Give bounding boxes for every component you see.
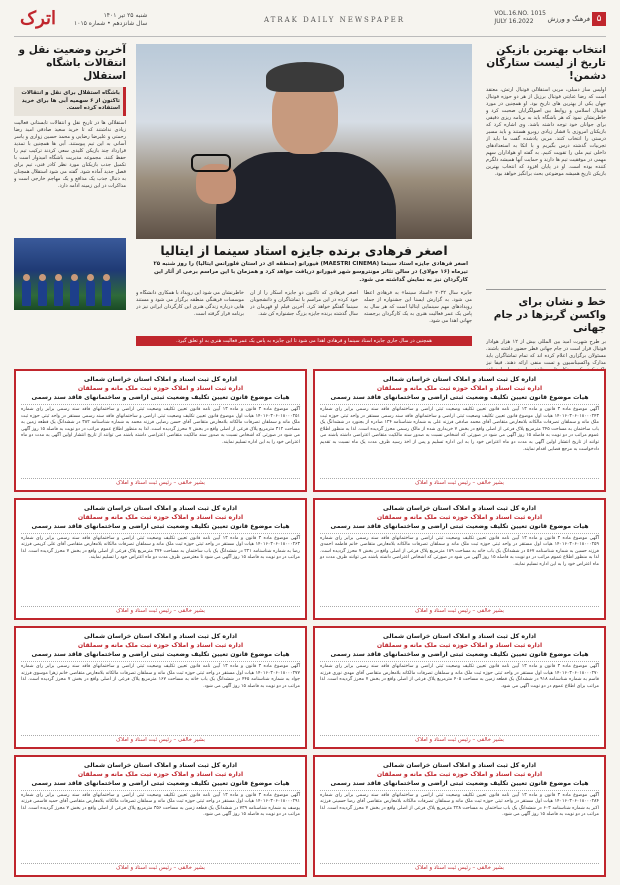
main-story [136, 44, 472, 346]
notice-signature: بشیر خالقی – رئیس ثبت اسناد و املاک [320, 606, 599, 614]
notice-org: اداره کل ثبت اسناد و املاک استان خراسان شمالی [83, 633, 238, 640]
left-title: آخرین وضعیت نقل و انتقالات باشگاه استقلال [18, 44, 126, 82]
left-lead: باشگاه استقلال برای نقل و انتقالات تاکنون از ۶ سهمیه آبی ها برای خرید استفاده کرده است. [14, 87, 126, 116]
notice-body: آگهی موضوع ماده ۳ قانون و ماده ۱۳ آیین نامه قانون تعیین تکلیف وضعیت ثبتی اراضی و ساختمانهای فاقد سند رسمی برابر رای شماره ۱۴۰۱۶۰۳۰۶۰۱۸۰۰۰۲۷۷ هیات اول مستقر در واحد ثبتی حوزه ثبت ملک ماﻧﻪ و سملقان تصرفات مالکانه بلامعارض متقاضی خانم زهرا موسوی فرزند جواد به شماره شناسنامه ۴۴۵ در ششدانگ یک باب خانه به مساحت ۱۶۷ مترمربع پلاک فرعی از اصلی واقع در بخش ۷ محرز گردیده است. لذا مراتب در دو نوبت به فاصله ۱۵ روز آگهی می شود. [21, 664, 301, 689]
notice-signature: بشیر خالقی – رئیس ثبت اسناد و املاک [21, 606, 300, 614]
main-headline: اصغر فرهادی برنده جایزه استاد سینما از ایتالیا [160, 243, 448, 258]
legal-notice [313, 498, 606, 621]
notice-board: هیات موضوع قانون تعیین تکلیف وضعیت ثبتی اراضی و ساختمانهای فاقد سند رسمی [320, 522, 599, 534]
left-body: استقلالی ها در تاریخ نقل و انتقالات تابستانی فعالیت زیادی نداشتند که تا خرید سعید صادقی امید رضا رحمتی و علیرضا رضایی و محمد حسین زواری و یاسر آسانی به این تیم پیوستند. آبی ها همچنین با تمدید قرارداد چند بازیکن کلیدی سعی کردند ترکیب تیم را حفظ کنند. مجموعه مدیریت باشگاه امیدوار است با تکمیل جذب بازیکنان مورد نظر کادر فنی، تیم برای فصل جدید آماده شود. گفته می شود استقلال همچنان به دنبال جذب یک مدافع و یک مهاجم خارجی است و مذاکرات در این زمینه ادامه دارد. [14, 119, 126, 189]
notice-signature: بشیر خالقی – رئیس ثبت اسناد و املاک [21, 735, 300, 743]
volume-info [494, 10, 546, 26]
notice-body: آگهی موضوع ماده ۳ قانون و ماده ۱۳ آیین نامه قانون تعیین تکلیف وضعیت ثبتی اراضی و ساختمانهای فاقد سند رسمی برابر رای شماره ۱۴۰۱۶۰۳۰۶۰۱۸۰۰۰۲۵۹ هیات اول مستقر در واحد ثبتی حوزه ثبت ملک ماﻧﻪ و سملقان تصرفات مالکانه بلامعارض متقاضی خانم فاطمه احمدی فرزند حسین به شماره شناسنامه ۵۶۷ در ششدانگ یک باب خانه به مساحت ۱۸۹ مترمربع پلاک فرعی از اصلی واقع در بخش ۷ محرز گردیده است. لذا به منظور اطلاع عموم مراتب در دو نوبت به فاصله ۱۵ روز آگهی می شود در صورتی که اشخاص اعتراضی داشته باشند می توانند ظرف مدت دو ماه اعتراض خود را به این اداره تسلیم نمایند. [320, 535, 600, 567]
notice-office: اداره ثبت اسناد و املاک حوزه ثبت ملک ماﻧﻪ و سملقان [376, 642, 543, 649]
notice-org: اداره کل ثبت اسناد و املاک استان خراسان شمالی [83, 761, 238, 769]
notice-org: اداره کل ثبت اسناد و املاک استان خراسان شمالی [382, 761, 537, 769]
player-figure [22, 280, 31, 306]
notice-signature: بشیر خالقی – رئیس ثبت اسناد و املاک [21, 863, 300, 871]
main-columns [136, 290, 472, 330]
legal-notice [313, 626, 606, 749]
main-col-2: اصغر فرهادی که تاکنون دو جایزه اسکار را از آن خود کرده در این مراسم با تماشاگران و دانشجویان سینما گفتگو خواهد کرد. آخرین فیلم او قهرمان در سال گذشته برنده جایزه بزرگ جشنواره کن شد. [250, 290, 358, 317]
legal-notice [313, 369, 606, 492]
notice-org: اداره کل ثبت اسناد و املاک استان خراسان شمالی [382, 376, 537, 383]
notice-signature: بشیر خالقی – رئیس ثبت اسناد و املاک [320, 478, 599, 486]
main-col-3: خاطرنشان می شود این رویداد با همکاری دانشگاه و موسسات فرهنگی منطقه برگزار می شود و مستند هایی درباره زندگی هنری این کارگردان ایرانی نیز در برنامه قرار گرفته است. [136, 290, 244, 317]
right-column [486, 44, 606, 399]
issue-info: سال شانزدهم • شماره ۱۰۱۵ [74, 20, 148, 27]
notice-org: اداره کل ثبت اسناد و املاک استان خراسان شمالی [382, 633, 537, 640]
legal-notice [14, 369, 307, 492]
story2-body: بر طرح شهرت امید بین المللی بیش از ۱۲ هزار هوادار فوتبال قرار است در جام جهانی قطر حضور داشته باشند. مسئولان برگزاری اعلام کرده اند که تمام تماشاگران باید مدارک واکسیناسیون و تست منفی ارائه دهند. فیفا نیز [486, 339, 606, 366]
glasses-icon [191, 154, 231, 172]
notice-board: هیات موضوع قانون تعیین تکلیف وضعیت ثبتی اراضی و ساختمانهای فاقد سند رسمی [21, 650, 300, 662]
red-highlight-bar: همچنین در سال جاری جایزه استاد سینما و فرهادی اهدا می شود تا این جایزه به پاس یک عمر فعالیت هنری به او تعلق گیرد. [136, 336, 472, 346]
photo-figure-body [216, 152, 396, 239]
notice-org: اداره کل ثبت اسناد و املاک استان خراسان شمالی [83, 376, 238, 383]
notice-office: اداره ثبت اسناد و املاک حوزه ثبت ملک ماﻧﻪ و سملقان [376, 513, 543, 521]
player-figure [102, 280, 111, 306]
notice-board: هیات موضوع قانون تعیین تکلیف وضعیت ثبتی اراضی و ساختمانهای فاقد سند رسمی [21, 393, 300, 405]
notice-body: آگهی موضوع ماده ۳ قانون و ماده ۱۳ آیین نامه قانون تعیین تکلیف وضعیت ثبتی اراضی و ساختمانهای فاقد سند رسمی برابر رای شماره ۱۴۰۱۶۰۳۰۶۰۱۸۰۰۰۲۸۴ هیات اول مستقر در واحد ثبتی حوزه ثبت ملک ماﻧﻪ و سملقان تصرفات مالکانه بلامعارض متقاضی آقای رضا حسینی فرزند اکبر به شماره شناسنامه ۶۰۳ در ششدانگ یک باب ساختمان به مساحت ۲۲۸ مترمربع پلاک فرعی از اصلی واقع در بخش ۷ محرز گردیده است. لذا مراتب در دو نوبت به فاصله ۱۵ روز آگهی می شود. [320, 792, 600, 818]
main-lead: اصغر فرهادی جایزه استاد سینما (MAESTRI CINEMA) فیورانو (منطقه ای در استان فلورانس ایتالیا) را روز شنبه ۲۵ تیرماه (۱۶ جولای) در سالن تئاتر مونتروسو شهر فیورانو دریافت خواهد کرد و همزمان با این مراسم برخی از آثار این کارگردان نیز به نمایش گذاشته می شود. [153, 261, 468, 283]
divider [486, 289, 606, 290]
soccer-photo [14, 238, 126, 310]
notice-body: آگهی موضوع ماده ۳ قانون و ماده ۱۳ آیین نامه قانون تعیین تکلیف وضعیت ثبتی اراضی و ساختمانهای فاقد سند رسمی برابر رای شماره ۱۴۰۱۶۰۳۰۶۰۱۸۰۰۰۲۴۳ هیات اول موضوع قانون تعیین تکلیف وضعیت ثبتی اراضی و ساختمانهای فاقد سند رسمی مستقر در واحد ثبتی حوزه ثبت ملک ماﻧﻪ و سملقان تصرفات مالکانه بلامعارض متقاضی آقای محمد صادقی فرزند علی به شماره شناسنامه ۱۲۴ صادره از بجنورد در ششدانگ یک باب ساختمان به مساحت ۲۴۵ مترمربع پلاک فرعی از اصلی واقع در بخش ۷ خریداری شده از مالک رسمی محرز گردیده است. لذا به منظور اطلاع عموم مراتب در دو نوبت به فاصله ۱۵ روز آگهی می شود در صورتی که اشخاص نسبت به صدور سند مالکیت متقاضی اعتراضی داشته باشند می توانند از تاریخ انتشار اولین آگهی به مدت دو ماه اعتراض خود را به این اداره تسلیم و پس از اخذ رسید ظرف مدت یک ماه نسبت به تقدیم دادخواست به مرجع قضایی اقدام نمایند. [320, 407, 600, 452]
photo-figure-hair [266, 62, 344, 92]
page-number: ۵ [592, 12, 606, 26]
section-label: فرهنگ و ورزش [547, 15, 590, 23]
player-figure [54, 280, 63, 306]
notice-signature: بشیر خالقی – رئیس ثبت اسناد و املاک [320, 863, 599, 871]
notice-body: آگهی موضوع ماده ۳ قانون و ماده ۱۳ آیین نامه قانون تعیین تکلیف وضعیت ثبتی اراضی و ساختمانهای فاقد سند رسمی برابر رای شماره ۱۴۰۱۶۰۳۰۶۰۱۸۰۰۰۲۵۱ هیات اول موضوع قانون تعیین تکلیف وضعیت ثبتی اراضی و ساختمانهای فاقد سند رسمی مستقر در واحد ثبتی حوزه ثبت ملک ماﻧﻪ و سملقان تصرفات مالکانه بلامعارض متقاضی آقای حسن رضایی فرزند محمد به شماره شناسنامه ۳۸۲ در ششدانگ یک قطعه زمین به مساحت ۳۱۲ مترمربع پلاک فرعی از اصلی واقع در بخش ۷ محرز گردیده است. لذا به منظور اطلاع عموم مراتب در دو نوبت به فاصله ۱۵ روز آگهی می شود در صورتی که اشخاص نسبت به صدور سند مالکیت متقاضی اعتراضی داشته باشند می توانند از تاریخ انتشار اولین آگهی به مدت دو ماه اعتراض خود را به این اداره تسلیم نمایند. [21, 407, 301, 445]
main-col-1: جایزه سال ۲۰۲۲ «استاد سینما» به فرهادی اعطا می شود. به گزارش ایسنا این جشنواره از جمله رویدادهای مهم سینمایی ایتالیا است که هر سال به پاس یک عمر فعالیت هنری به یک کارگردان برجسته جهانی اهدا می شود. [364, 290, 472, 324]
notice-org: اداره کل ثبت اسناد و املاک استان خراسان شمالی [83, 504, 238, 512]
volume-number: VOL.16.NO. 1015 [494, 10, 546, 17]
notice-board: هیات موضوع قانون تعیین تکلیف وضعیت ثبتی اراضی و ساختمانهای فاقد سند رسمی [21, 779, 300, 791]
notice-body: آگهی موضوع ماده ۳ قانون و ماده ۱۳ آیین نامه قانون تعیین تکلیف وضعیت ثبتی اراضی و ساختمانهای فاقد سند رسمی برابر رای شماره ۱۴۰۱۶۰۳۰۶۰۱۸۰۰۰۲۷۰ هیات اول مستقر در واحد ثبتی حوزه ثبت ملک ماﻧﻪ و سملقان تصرفات مالکانه بلامعارض متقاضی آقای مهدی نوری فرزند قاسم به شماره شناسنامه ۹۱۸ در ششدانگ یک قطعه زمین به مساحت ۴۰۵ مترمربع پلاک فرعی از اصلی واقع در بخش ۷ محرز گردیده است. لذا مراتب برای اطلاع عموم در دو نوبت آگهی می شود. [320, 664, 600, 689]
left-column [14, 44, 126, 310]
notice-signature: بشیر خالقی – رئیس ثبت اسناد و املاک [21, 478, 300, 486]
notice-board: هیات موضوع قانون تعیین تکلیف وضعیت ثبتی اراضی و ساختمانهای فاقد سند رسمی [21, 522, 300, 534]
legal-notice [14, 626, 307, 749]
notice-body: آگهی موضوع ماده ۳ قانون و ماده ۱۳ آیین نامه قانون تعیین تکلیف وضعیت ثبتی اراضی و ساختمانهای فاقد سند رسمی برابر رای شماره ۱۴۰۱۶۰۳۰۶۰۱۸۰۰۰۲۹۱ هیات اول مستقر در واحد ثبتی حوزه ثبت ملک ماﻧﻪ و سملقان تصرفات مالکانه بلامعارض متقاضی آقای حمید قاسمی فرزند یوسف به شماره شناسنامه ۷۳۹ در ششدانگ یک قطعه زمین به مساحت ۳۵۶ مترمربع پلاک فرعی از اصلی واقع در بخش ۷ محرز گردیده است. لذا مراتب در دو نوبت به فاصله ۱۵ روز آگهی می شود. [21, 792, 301, 818]
story1-title: انتخاب بهترین بازیکن تاریخ از لیست ستارگان دشمن! [486, 44, 606, 82]
notice-office: اداره ثبت اسناد و املاک حوزه ثبت ملک ماﻧﻪ و سملقان [77, 513, 244, 521]
player-figure [38, 280, 47, 306]
notice-office: اداره ثبت اسناد و املاک حوزه ثبت ملک ماﻧﻪ و سملقان [77, 385, 244, 392]
notice-office: اداره ثبت اسناد و املاک حوزه ثبت ملک ماﻧﻪ و سملقان [77, 770, 244, 778]
newspaper-logo: اترک [20, 8, 57, 29]
player-figure [86, 280, 95, 306]
notice-office: اداره ثبت اسناد و املاک حوزه ثبت ملک ماﻧﻪ و سملقان [376, 385, 543, 392]
director-photo [136, 44, 472, 239]
story2-title: خط و نشان برای واکسن گریزها در جام جهانی [493, 296, 606, 334]
date-english: JULY 16.2022 [494, 18, 534, 25]
story1-body: اولیس ساز دمبلی، مربی استقلالی فوتبال ارتش، معتقد است که رضا عنایتی فوتبال برزیل از هر دو حوزه فوتبال جهان یکی از بهترین های تاریخ بود. او همچنین در مورد فوتبال اسلامی و روابط بین اصولگرایان صحبت کرد و خاطرنشان نمود که هر باشگاه باید به برنامه ریزی دقیقی برای جوانان خود توجه داشته باشد. وی اشاره کرد که بازیکنان امروزی با فشار زیادی روبرو هستند و باید مسیر درستی را انتخاب کنند. مربی یادشده گفت ما باید از تجربیات گذشته درس بگیریم و با اتکا به استعدادهای داخلی تیم ملی را تقویت کنیم. به گفته او هواداران سهم مهمی در موفقیت تیم ها دارند و حمایت آنها همیشه دلگرم کننده بوده است. او در پایان افزود که انتخاب بهترین بازیکن تاریخ همیشه موضوعی بحث برانگیز خواهد بود. [486, 87, 606, 177]
date-persian: شنبه ۲۵ تیر ۱۴۰۱ [103, 12, 148, 19]
notice-board: هیات موضوع قانون تعیین تکلیف وضعیت ثبتی اراضی و ساختمانهای فاقد سند رسمی [320, 393, 599, 405]
notice-office: اداره ثبت اسناد و املاک حوزه ثبت ملک ماﻧﻪ و سملقان [376, 770, 543, 778]
legal-notice [313, 755, 606, 878]
legal-notices-grid [14, 369, 606, 877]
date-persian-block [74, 12, 147, 28]
player-figure [70, 280, 79, 306]
newspaper-name: ATRAK DAILY NEWSPAPER [264, 16, 406, 24]
page-header [14, 8, 606, 37]
notice-office: اداره ثبت اسناد و املاک حوزه ثبت ملک ماﻧﻪ و سملقان [77, 642, 244, 649]
notice-body: آگهی موضوع ماده ۳ قانون و ماده ۱۳ آیین نامه قانون تعیین تکلیف وضعیت ثبتی اراضی و ساختمانهای فاقد سند رسمی برابر رای شماره ۱۴۰۱۶۰۳۰۶۰۱۸۰۰۰۲۶۳ هیات اول مستقر در واحد ثبتی حوزه ثبت ملک ماﻧﻪ و سملقان تصرفات مالکانه بلامعارض متقاضی آقای علی کریمی فرزند رضا به شماره شناسنامه ۲۲۱ در ششدانگ یک باب ساختمان به مساحت ۲۷۴ مترمربع پلاک فرعی از اصلی واقع در بخش ۷ محرز گردیده است. لذا مراتب در دو نوبت به فاصله ۱۵ روز آگهی می شود تا معترضین ظرف مدت دو ماه اعتراض خود را تسلیم نمایند. [21, 535, 301, 561]
notice-org: اداره کل ثبت اسناد و املاک استان خراسان شمالی [382, 504, 537, 512]
legal-notice [14, 498, 307, 621]
notice-board: هیات موضوع قانون تعیین تکلیف وضعیت ثبتی اراضی و ساختمانهای فاقد سند رسمی [320, 779, 599, 791]
notice-board: هیات موضوع قانون تعیین تکلیف وضعیت ثبتی اراضی و ساختمانهای فاقد سند رسمی [320, 650, 599, 662]
legal-notice [14, 755, 307, 878]
notice-signature: بشیر خالقی – رئیس ثبت اسناد و املاک [320, 735, 599, 743]
